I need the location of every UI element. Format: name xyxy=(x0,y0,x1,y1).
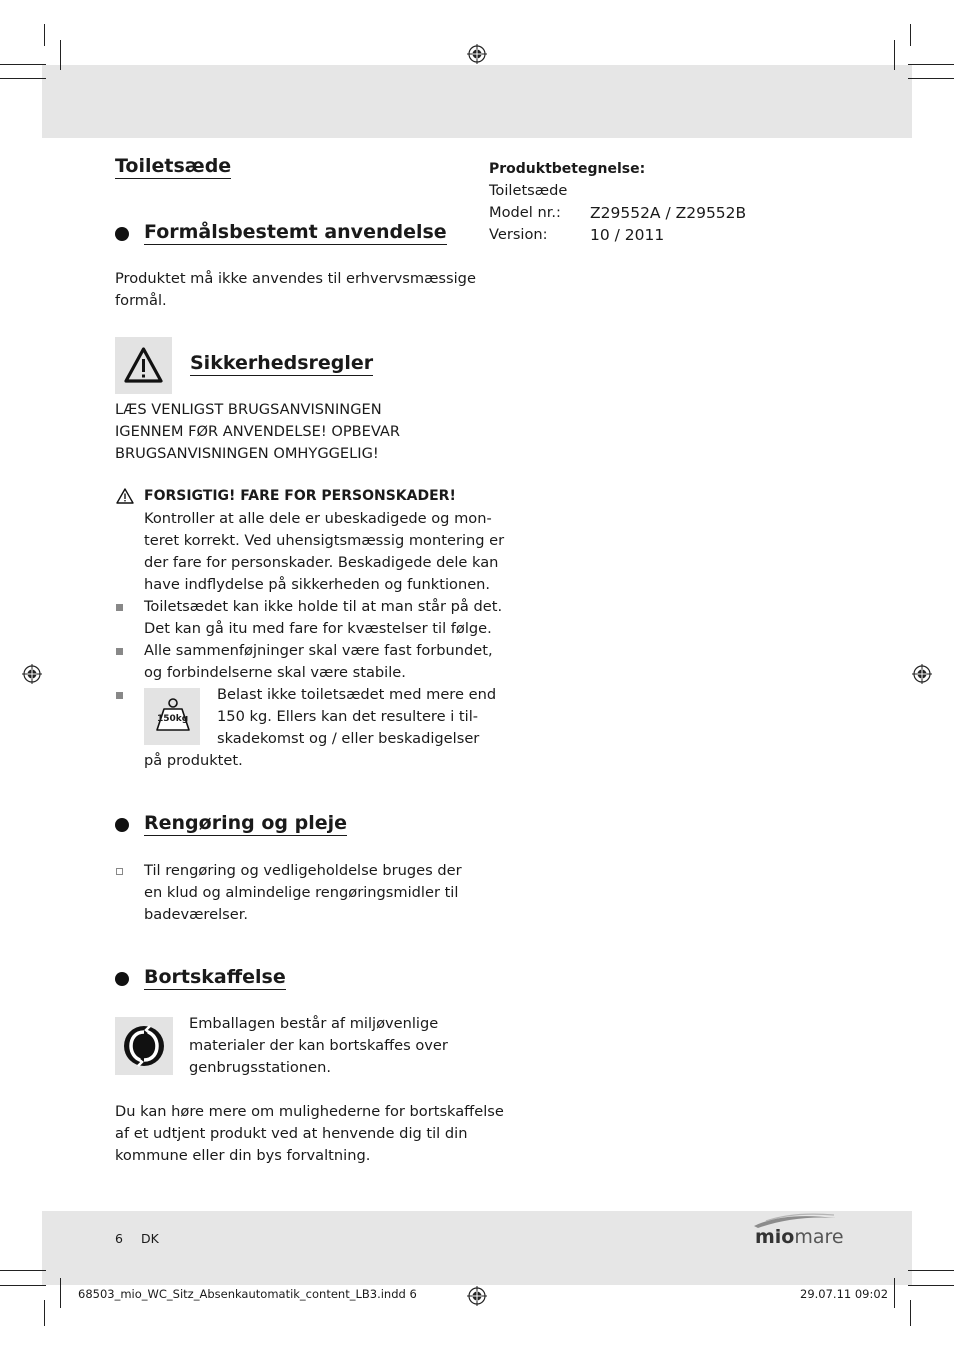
warning-title: FORSIGTIG! FARE FOR PERSONSKADER! xyxy=(144,488,456,504)
version-label: Version: xyxy=(489,226,548,243)
crop-mark xyxy=(0,1270,46,1271)
crop-mark xyxy=(908,64,954,65)
crop-mark xyxy=(44,1300,45,1326)
section-heading-disposal: Bortskaffelse xyxy=(144,966,286,988)
crop-mark xyxy=(60,40,61,70)
paragraph-read-instructions: LÆS VENLIGST BRUGSANVISNINGEN IGENNEM FØR ANVENDELSE! OPBEVAR BRUGSANVISNINGEN OMHYGGELIG! xyxy=(115,401,401,462)
bullet-square xyxy=(116,604,123,611)
crop-mark xyxy=(908,1285,954,1286)
crop-mark xyxy=(0,1285,46,1286)
language-code: DK xyxy=(141,1231,159,1246)
section-heading-intended-use: Formålsbestemt anvendelse xyxy=(144,221,447,243)
paragraph-cleaning: Til rengøring og vedligeholdelse bruges der en klud og almindelige rengøringsmidler til badeværelser. xyxy=(144,862,462,923)
checkbox-square xyxy=(116,868,123,875)
crop-mark xyxy=(0,78,46,79)
crop-mark xyxy=(894,1278,895,1308)
crop-mark xyxy=(908,1270,954,1271)
green-dot-recycling-icon xyxy=(115,1017,173,1075)
header-band xyxy=(42,65,912,138)
brand-logo-bold: mio xyxy=(755,1226,795,1248)
model-value: Z29552A / Z29552B xyxy=(590,204,747,222)
page-number: 6 xyxy=(115,1231,123,1246)
bullet-square xyxy=(116,648,123,655)
registration-mark-icon xyxy=(467,44,487,64)
page-title: Toiletsæde xyxy=(115,155,232,177)
crop-mark xyxy=(908,78,954,79)
bullet-dot xyxy=(115,227,129,241)
list-item: Alle sammenføjninger skal være fast forbundet, og forbindelserne skal være stabile. xyxy=(144,642,493,681)
crop-mark xyxy=(910,1300,911,1326)
paragraph-intended-use: Produktet må ikke anvendes til erhvervsmæssige formål. xyxy=(115,270,476,309)
bullet-square xyxy=(116,692,123,699)
print-date-info: 29.07.11 09:02 xyxy=(800,1287,889,1301)
brand-logo-light: mare xyxy=(794,1226,844,1248)
list-item: Belast ikke toiletsædet med mere end 150 kg. Ellers kan det resultere i til- skadekomst og / eller beskadigelser xyxy=(217,686,497,747)
bullet-dot xyxy=(115,818,129,832)
version-value: 10 / 2011 xyxy=(590,226,665,244)
product-name: Toiletsæde xyxy=(489,182,568,199)
crop-mark xyxy=(0,64,46,65)
section-heading-safety: Sikkerhedsregler xyxy=(190,352,374,374)
warning-icon xyxy=(116,488,134,504)
model-label: Model nr.: xyxy=(489,204,561,221)
paragraph-warning: Kontroller at alle dele er ubeskadigede og mon- teret korrekt. Ved uhensigtsmæssig montering er der fare for personskader. Beskadigede dele kan have indflydelse på sikkerheden og funktionen. xyxy=(144,510,505,593)
product-designation-label: Produktbetegnelse: xyxy=(489,161,646,177)
weight-label: 150kg xyxy=(157,714,189,724)
crop-mark xyxy=(894,40,895,70)
paragraph-disposal-info: Du kan høre mere om mulighederne for bortskaffelse af et udtjent produkt ved at henvende dig til din kommune eller din bys forvaltning. xyxy=(115,1103,504,1164)
list-item-continuation: på produktet. xyxy=(144,752,243,769)
registration-mark-icon xyxy=(467,1286,487,1306)
section-heading-cleaning: Rengøring og pleje xyxy=(144,812,347,834)
warning-icon xyxy=(115,337,172,394)
crop-mark xyxy=(910,24,911,46)
registration-mark-icon xyxy=(22,664,42,684)
bullet-dot xyxy=(115,972,129,986)
list-item: Toiletsædet kan ikke holde til at man står på det. Det kan gå itu med fare for kvæstelser til følge. xyxy=(144,598,503,637)
crop-mark xyxy=(60,1278,61,1308)
crop-mark xyxy=(44,24,45,46)
print-file-info: 68503_mio_WC_Sitz_Absenkautomatik_content_LB3.indd 6 xyxy=(78,1287,417,1301)
registration-mark-icon xyxy=(912,664,932,684)
brand-logo xyxy=(755,1226,844,1248)
weight-150kg-icon xyxy=(144,688,200,745)
paragraph-packaging: Emballagen består af miljøvenlige materialer der kan bortskaffes over genbrugsstationen. xyxy=(189,1015,448,1076)
